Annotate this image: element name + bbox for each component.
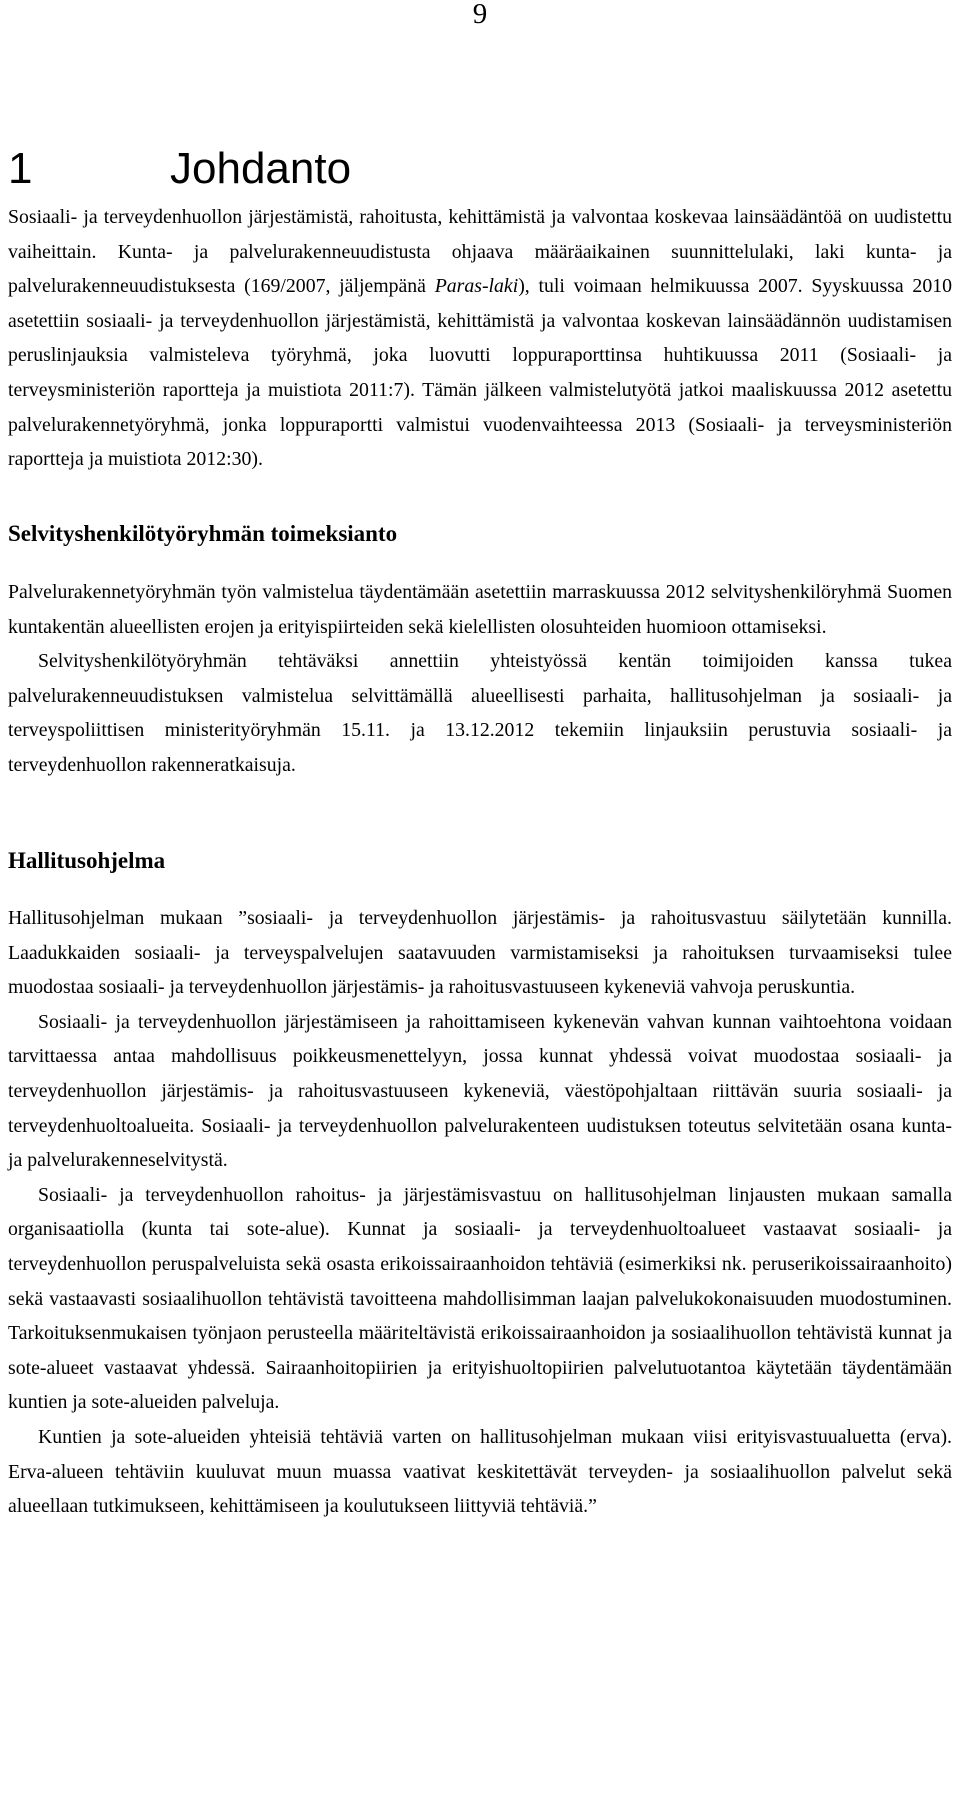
page-number: 9: [472, 0, 488, 30]
chapter-number: 1: [8, 144, 33, 193]
paragraph: Selvityshenkilötyöryhmän tehtäväksi annettiin yhteistyössä kentän toimijoiden kanssa tukea palvelurakenneuudistuksen valmistelua selvittämällä alueellisesti parhaita, hallitusohjelman ja sosiaali- ja terveyspoliittisen ministerityöryhmän 15.11. ja 13.12.2012 tekemiin linjauksiin perustuvia sosiaali- ja terveydenhuollon rakenneratkaisuja.: [8, 650, 952, 776]
intro-text: [8, 200, 952, 477]
chapter-title-text: Johdanto: [170, 144, 352, 193]
intro-text-part-1: Sosiaali- ja terveydenhuollon järjestämistä, rahoitusta, kehittämistä ja valvontaa koskevaa lainsäädäntöä on uudistettu vaiheittain. Kunta- ja palvelurakenneuudistusta ohjaava määräaikainen suunnittelulaki, laki kunta- ja palvelurakenneuudistuksesta (169/2007, jäljempänä: [8, 206, 952, 298]
paragraph: Palvelurakennetyöryhmän työn valmistelua täydentämään asetettiin marraskuussa 2012 selvityshenkilöryhmä Suomen kuntakentän alueellisten erojen ja erityispiirteiden sekä kielellisten olosuhteiden huomioon ottamiseksi.: [8, 581, 952, 638]
section-heading-toimeksianto: Selvityshenkilötyöryhmän toimeksianto: [8, 521, 398, 546]
paragraph: Sosiaali- ja terveydenhuollon rahoitus- ja järjestämisvastuu on hallitusohjelman linjausten mukaan samalla organisaatiolla (kunta tai sote-alue). Kunnat ja sosiaali- ja terveydenhuoltoalueet vastaavat sosiaali- ja terveydenhuollon peruspalveluista sekä osasta erikoissairaanhoidon tehtäviä (esimerkiksi nk. peruserikoissairaanhoito) sekä vastaavasti sosiaalihuollon tehtävistä tavoitteena mahdollisimman laajan palvelukokonaisuuden muodostuminen. Tarkoituksenmukaisen työnjaon perusteella määriteltävistä erikoissairaanhoidon ja sosiaalihuollon tehtävistä kunnat ja sote-alueet vastaavat yhdessä. Sairaanhoitopiirien ja erityishuoltopiirien palvelutuotantoa käytetään täydentämään kuntien ja sote-alueiden palveluja.: [8, 1183, 952, 1414]
paragraph: Sosiaali- ja terveydenhuollon järjestämiseen ja rahoittamiseen kykenevän vahvan kunnan vaihtoehtona voidaan tarvittaessa antaa mahdollisuus poikkeusmenettelyyn, jossa kunnat yhdessä voivat muodostaa sosiaali- ja terveydenhuollon järjestämis- ja rahoitusvastuuseen kykeneviä, väestöpohjaltaan riittävän suuria sosiaali- ja terveydenhuoltoalueita. Sosiaali- ja terveydenhuollon palvelurakenteen uudistuksen toteutus selvitetään osana kunta- ja palvelurakenneselvitystä.: [8, 1010, 952, 1172]
intro-text-part-2: ), tuli voimaan helmikuussa 2007. Syyskuussa 2010 asetettiin sosiaali- ja terveydenhuollon järjestämistä, kehittämistä ja valvontaa koskevan lainsäädännön uudistamisen peruslinjauksia valmisteleva työryhmä, joka luovutti loppuraporttinsa huhtikuussa 2011 (Sosiaali- ja terveysministeriön raportteja ja muistiota 2011:7). Tämän jälkeen valmistelutyötä jatkoi maaliskuussa 2012 asetettu palvelurakennetyöryhmä, jonka loppuraportti valmistui vuodenvaihteessa 2013 (Sosiaali- ja terveysministeriön raportteja ja muistiota 2012:30).: [8, 275, 952, 471]
intro-paragraph: [8, 200, 952, 477]
section-toimeksianto-body: [8, 575, 952, 783]
paragraph: Kuntien ja sote-alueiden yhteisiä tehtäviä varten on hallitusohjelman mukaan viisi erityisvastuualuetta (erva). Erva-alueen tehtäviin kuuluvat muun muassa vaativat keskitettävät terveyden- ja sosiaalihuollon palvelut sekä alueellaan tutkimukseen, kehittämiseen ja koulutukseen liittyviä tehtäviä.”: [8, 1425, 952, 1518]
section-heading-hallitusohjelma: Hallitusohjelma: [8, 848, 166, 873]
chapter-title: [8, 143, 351, 195]
paras-laki-term: Paras-laki: [434, 275, 519, 298]
section-hallitusohjelma-body: [8, 901, 952, 1524]
paragraph: Hallitusohjelman mukaan ”sosiaali- ja terveydenhuollon järjestämis- ja rahoitusvastuu säilytetään kunnilla. Laadukkaiden sosiaali- ja terveyspalvelujen saatavuuden varmistamiseksi ja rahoituksen turvaamiseksi tulee muodostaa sosiaali- ja terveydenhuollon järjestämis- ja rahoitusvastuuseen kykeneviä vahvoja peruskuntia.: [8, 907, 952, 999]
